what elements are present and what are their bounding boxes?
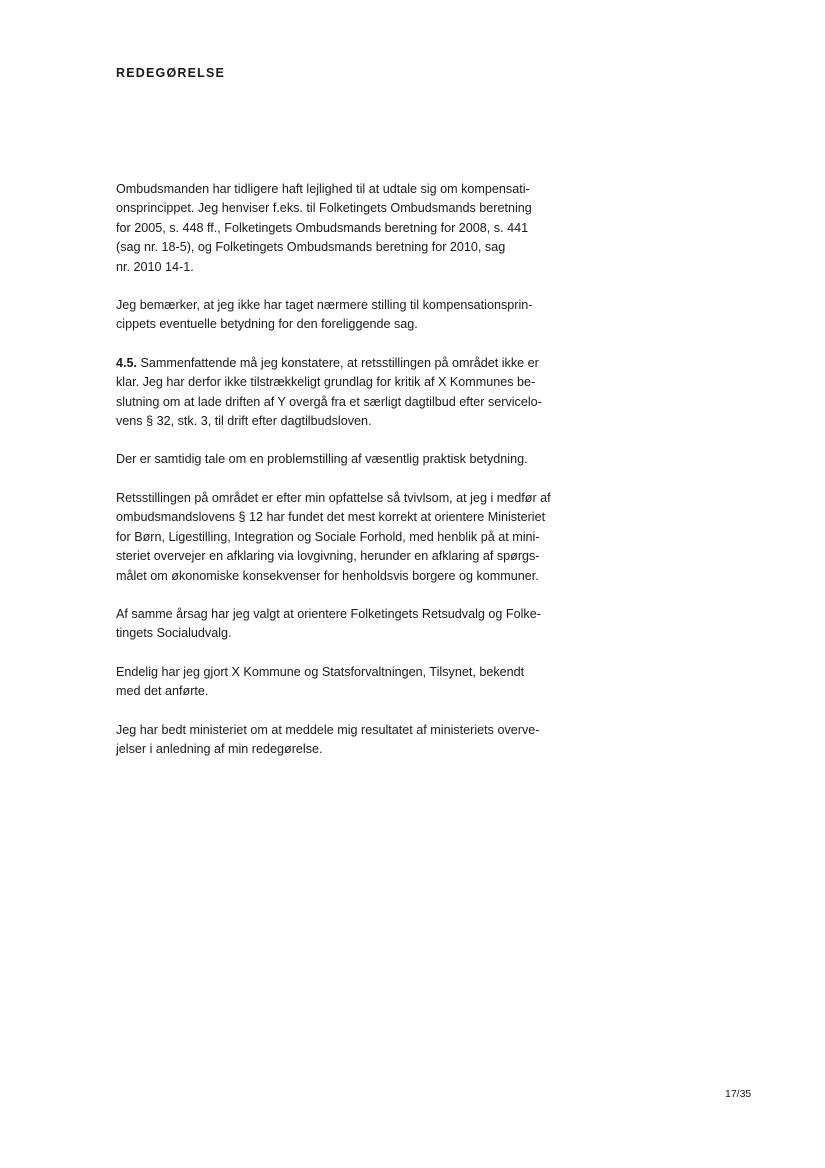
text-line: nr. 2010 14-1. xyxy=(116,259,194,274)
section-first-line: Sammenfattende må jeg konstatere, at retsstillingen på området ikke er xyxy=(137,355,539,370)
text-line: Jeg har bedt ministeriet om at meddele mig resultatet af ministeriets overve- xyxy=(116,722,540,737)
section-number: 4.5. xyxy=(116,355,138,370)
paragraph-section-4-5 xyxy=(116,354,586,432)
text-line: Jeg bemærker, at jeg ikke har taget nærmere stilling til kompensationsprin- xyxy=(116,298,533,313)
text-line: onsprincippet. Jeg henviser f.eks. til Folketingets Ombudsmands beretning xyxy=(116,201,532,216)
text-line: Der er samtidig tale om en problemstilling af væsentlig praktisk betydning. xyxy=(116,452,528,467)
paragraph-notification xyxy=(116,663,586,702)
text-line: steriet overvejer en afklaring via lovgivning, herunder en afklaring af spørgs- xyxy=(116,549,540,564)
paragraph-practical-significance xyxy=(116,450,586,469)
text-line: klar. Jeg har derfor ikke tilstrækkeligt grundlag for kritik af X Kommunes be- xyxy=(116,375,536,390)
text-line: cippets eventuelle betydning for den foreliggende sag. xyxy=(116,317,418,332)
paragraph-compensation-principle xyxy=(116,296,586,335)
text-line: Endelig har jeg gjort X Kommune og Statsforvaltningen, Tilsynet, bekendt xyxy=(116,664,525,679)
paragraph-legal-uncertainty xyxy=(116,489,586,586)
text-line: vens § 32, stk. 3, til drift efter dagtilbudsloven. xyxy=(116,414,372,429)
text-line: slutning om at lade driften af Y overgå fra et særligt dagtilbud efter servicelo- xyxy=(116,394,542,409)
text-line: for Børn, Ligestilling, Integration og Sociale Forhold, med henblik på at mini- xyxy=(116,529,540,544)
text-line: ombudsmandslovens § 12 har fundet det mest korrekt at orientere Ministeriet xyxy=(116,510,546,525)
text-line: med det anførte. xyxy=(116,684,209,699)
text-line: jelser i anledning af min redegørelse. xyxy=(116,741,323,756)
document-header-title: REDEGØRELSE xyxy=(116,66,226,80)
text-line: Af samme årsag har jeg valgt at orientere Folketingets Retsudvalg og Folke- xyxy=(116,606,541,621)
text-line: Ombudsmanden har tidligere haft lejlighed til at udtale sig om kompensati- xyxy=(116,182,530,196)
paragraph-ombudsman-prior-statements xyxy=(116,180,586,277)
paragraph-parliament-committees xyxy=(116,605,586,644)
text-line: for 2005, s. 448 ff., Folketingets Ombudsmands beretning for 2008, s. 441 xyxy=(116,220,529,235)
page-number: 17/35 xyxy=(725,1088,752,1100)
text-line: (sag nr. 18-5), og Folketingets Ombudsmands beretning for 2010, sag xyxy=(116,240,506,255)
text-line: Retsstillingen på området er efter min opfattelse så tvivlsom, at jeg i medfør af xyxy=(116,490,551,505)
text-line: målet om økonomiske konsekvenser for henholdsvis borgere og kommuner. xyxy=(116,568,539,583)
text-line xyxy=(116,354,586,373)
document-body xyxy=(116,180,586,778)
paragraph-ministry-request xyxy=(116,721,586,760)
text-line: tingets Socialudvalg. xyxy=(116,626,232,641)
